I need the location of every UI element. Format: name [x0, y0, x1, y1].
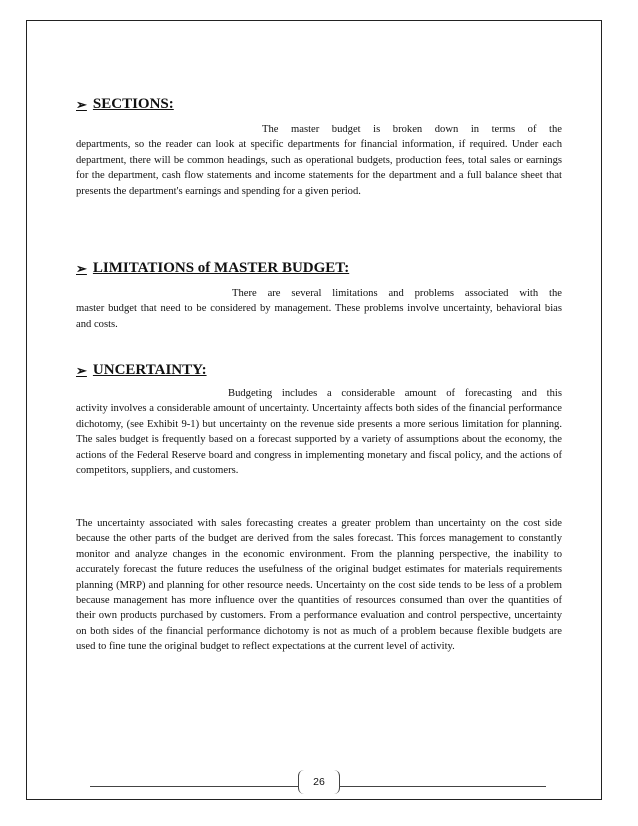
heading-limitations — [76, 260, 349, 277]
paragraph-sections — [76, 122, 562, 199]
footer-line-left — [90, 786, 298, 787]
heading-uncertainty-text: UNCERTAINTY: — [92, 362, 207, 378]
paragraph-uncertainty-lead: Budgeting includes a considerable amount of forecasting and this — [228, 388, 562, 399]
page-number: 26 — [298, 770, 340, 794]
heading-limitations-text: LIMITATIONS of MASTER BUDGET: — [92, 260, 350, 276]
paragraph-limitations — [76, 286, 562, 332]
paragraph-sections-body: departments, so the reader can look at specific departments for financial information, if required. Under each department, there will be common headings, such as operational budgets, production fees, total sales or earnings for the department, cash flow statements and income statements for the department and a full balance sheet that presents the department's earnings and spending for a given period. — [76, 139, 562, 197]
page-footer — [90, 768, 546, 794]
arrow-bullet-icon: ➢ — [76, 260, 87, 276]
paragraph-sales-forecasting: The uncertainty associated with sales forecasting creates a greater problem than uncertainty on the cost side because the other parts of the budget are derived from the sales forecast. This forces management to constantly monitor and analyze changes in the economic environment. From the planning perspective, the inability to accurately forecast the future reduces the usefulness of the original budget estimates for materials requirements planning (MRP) and planning for other resource needs. Uncertainty on the cost side tends to be less of a problem because management has more influence over the quantities of resources consumed than over the quantities of their own products purchased by customers. From a performance evaluation and control perspective, uncertainty on both sides of the financial performance dichotomy is not as much of a problem because flexible budgets are used to fine tune the original budget to reflect expectations at the current level of activity. — [76, 518, 562, 653]
footer-line-right — [340, 786, 546, 787]
paragraph-uncertainty — [76, 386, 562, 478]
heading-sections-text: SECTIONS: — [92, 96, 174, 112]
paragraph-limitations-lead: There are several limitations and problems associated with the — [232, 288, 562, 299]
paragraph-sections-lead: The master budget is broken down in terms of the — [262, 124, 562, 135]
arrow-bullet-icon: ➢ — [76, 362, 87, 378]
paragraph-limitations-body: master budget that need to be considered by management. These problems involve uncertainty, behavioral bias and costs. — [76, 303, 562, 330]
heading-uncertainty — [76, 362, 207, 379]
paragraph-uncertainty-body: activity involves a considerable amount of uncertainty. Uncertainty affects both sides of the financial performance dichotomy, (see Exhibit 9-1) but uncertainty on the revenue side presents a more serious limitation for planning. The sales budget is frequently based on a forecast supported by a variety of assumptions about the economy, the actions of the Federal Reserve board and congress in implementing monetary and fiscal policy, and the actions of competitors, suppliers, and customers. — [76, 403, 562, 477]
arrow-bullet-icon: ➢ — [76, 96, 87, 112]
heading-sections — [76, 96, 174, 113]
